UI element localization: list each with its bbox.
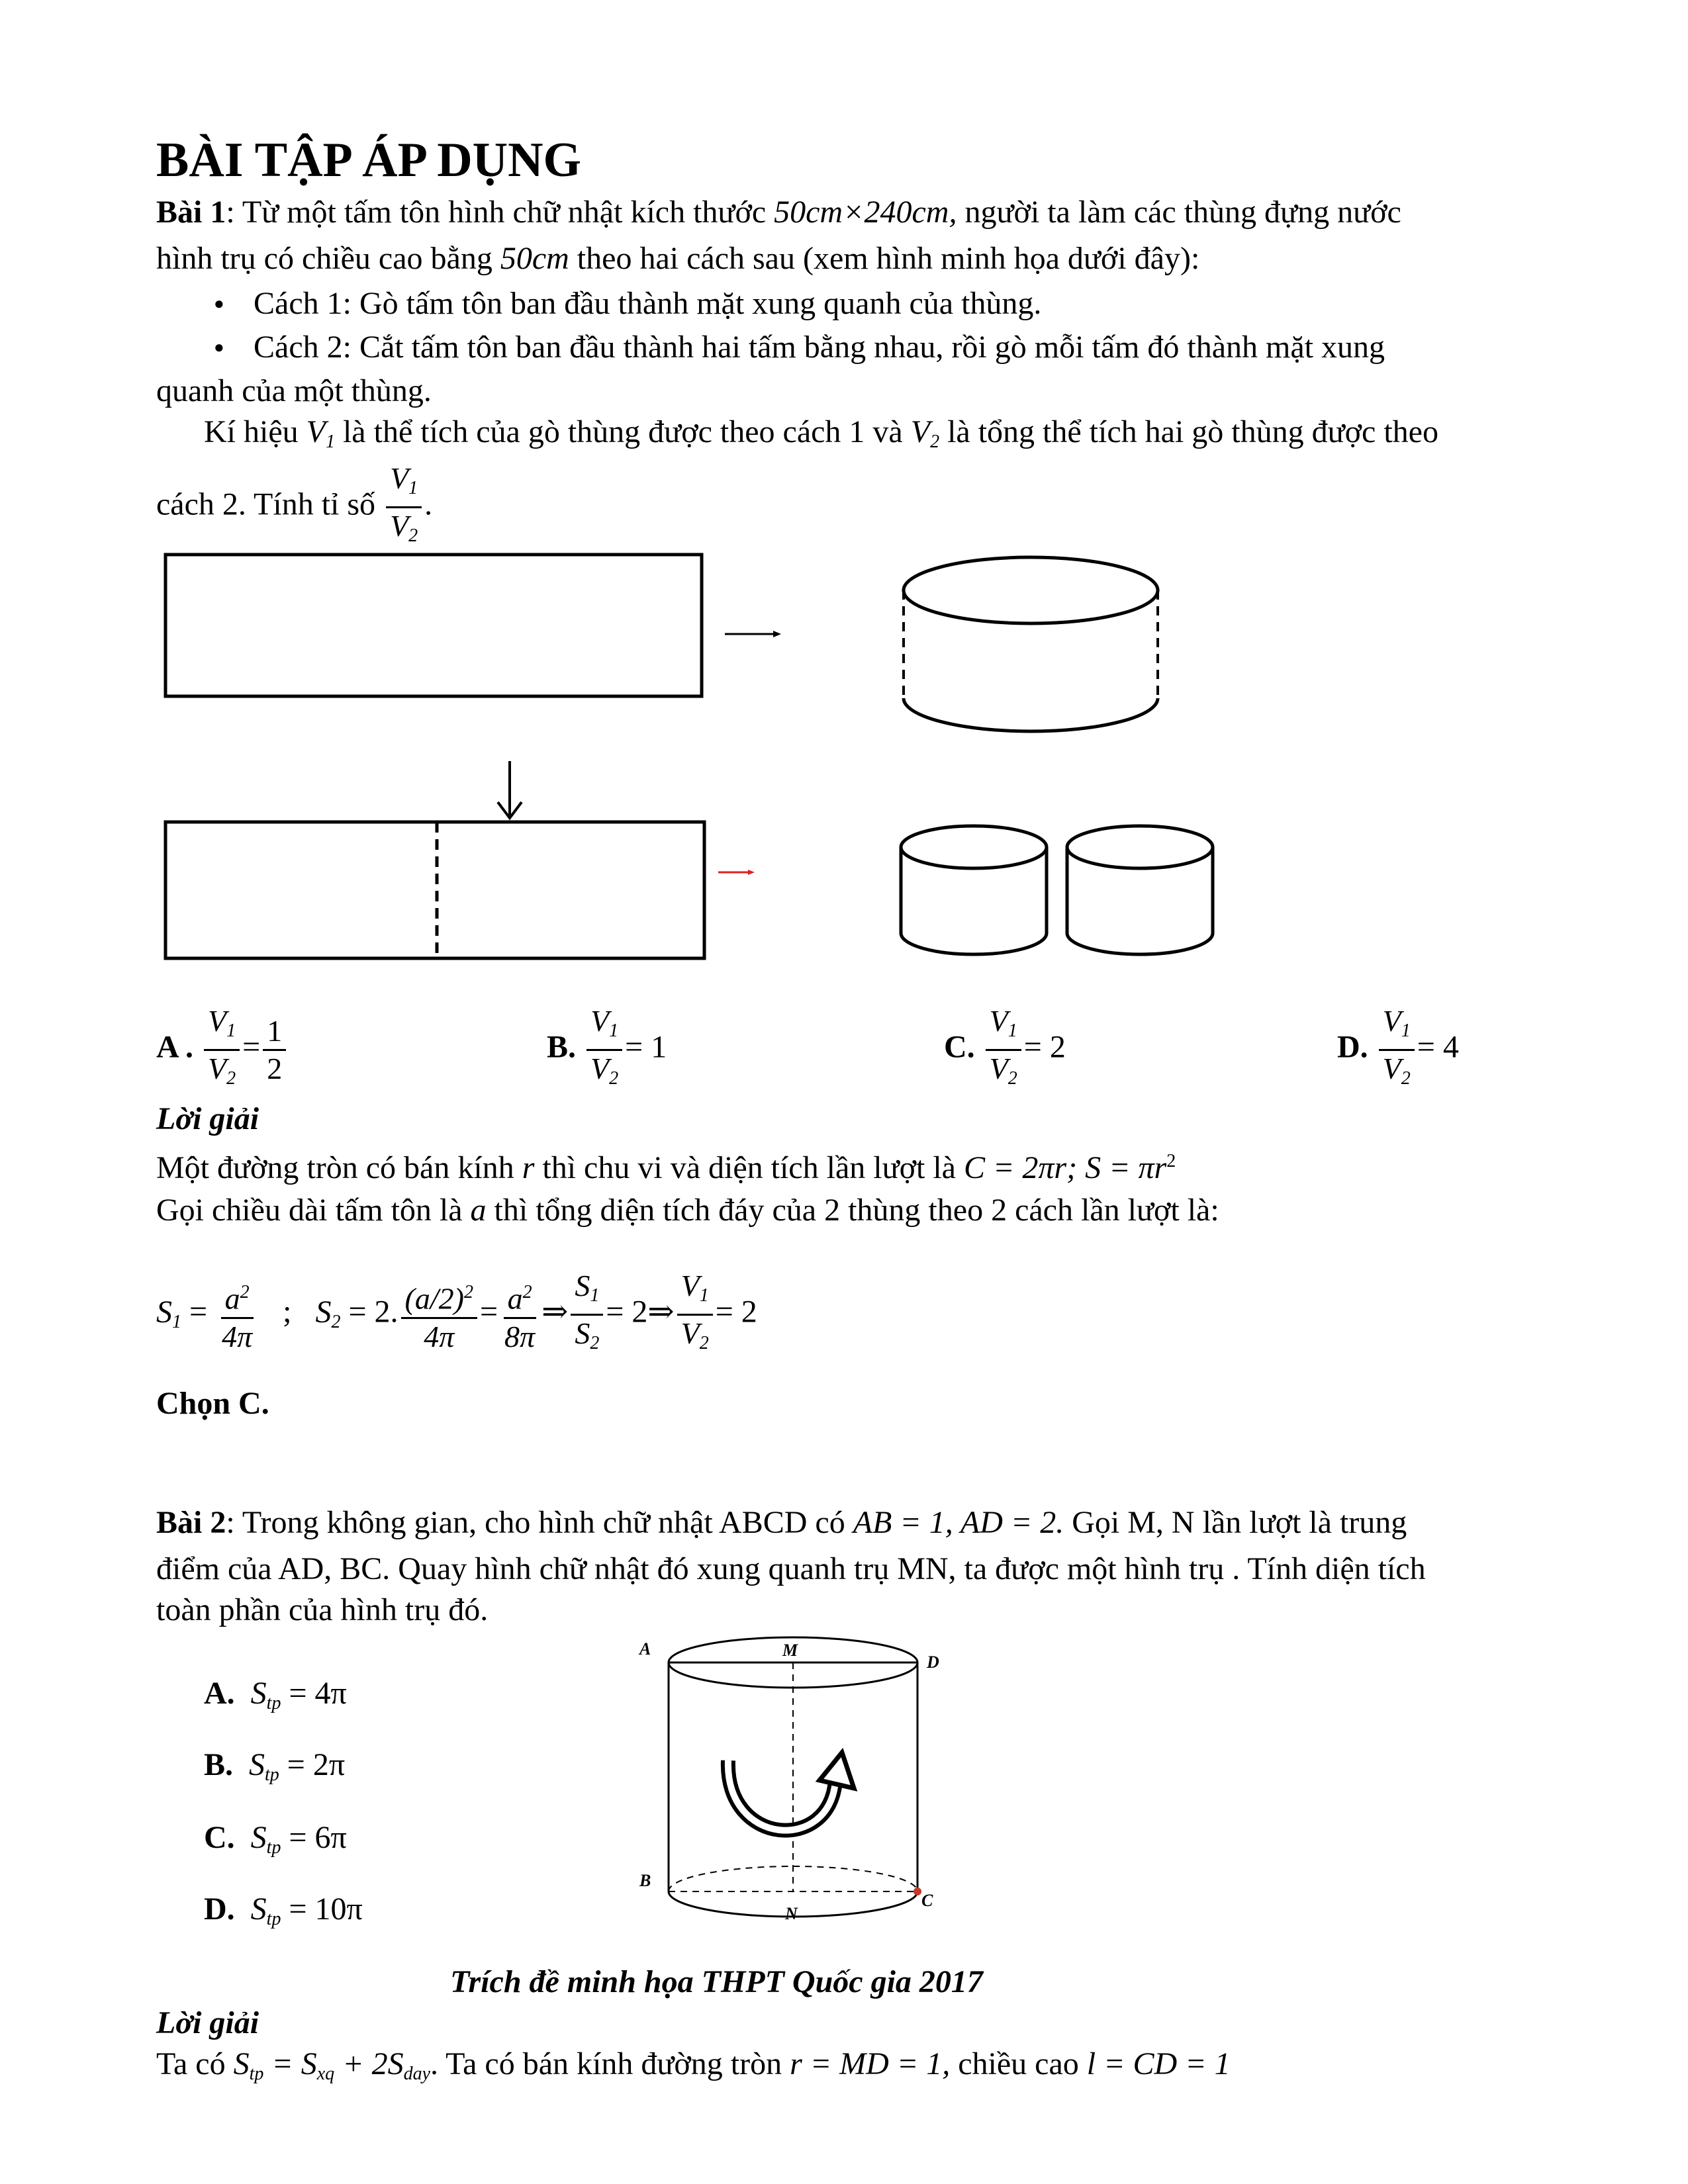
bai1-label: Bài 1: [156, 195, 226, 230]
bai1-question: cách 2. Tính tỉ số $\frac{V_1}{V_2}$ .: [156, 461, 433, 546]
rotation-arrow-icon: [728, 1752, 854, 1831]
bai2-source: Trích đề minh họa THPT Quốc gia 2017: [450, 1964, 983, 1999]
bai1-option-c: C. $\frac{V_1}{V_2}$ = 2: [944, 1004, 1066, 1089]
page-title: BÀI TẬP ÁP DỤNG: [156, 133, 582, 187]
bai1-formula: $S_1$ = $\frac{a^2}{4\pi}$ ; $S_2 = 2$. $\frac{(a/2)^2}{4\pi}$ = $\frac{a^2}{8\pi}$ ⇒ $\frac{S_1}{S_2}$ = 2⇒ $\frac{V_1}{V_2}$ = 2: [156, 1269, 757, 1353]
bai1-way2: ● Cách 2: Cắt tấm tôn ban đầu thành hai tấm bằng nhau, rồi gò mỗi tấm đó thành mặt xung: [254, 326, 1611, 369]
label-a: A: [639, 1639, 651, 1659]
sheet-size: 50cm×240cm,: [774, 195, 957, 230]
bai2-solution-label: Lời giải: [156, 2005, 259, 2040]
bai2-solution-line: Ta có $S_{tp} = S_{xq} + 2S_{day}$. Ta có bán kính đường tròn r = MD = 1, chiều cao l = CD = 1: [156, 2046, 1231, 2084]
bai1-way1: ● Cách 1: Gò tấm tôn ban đầu thành mặt xung quanh của thùng.: [254, 282, 1611, 326]
bai1-solution-line2: Gọi chiều dài tấm tôn là a thì tổng diện tích đáy của 2 thùng theo 2 cách lần lượt là:: [156, 1193, 1219, 1228]
label-c: C: [921, 1891, 933, 1910]
label-m: M: [782, 1641, 798, 1660]
bai2-line3: toàn phần của hình trụ đó.: [156, 1592, 489, 1627]
point-c-marker: [914, 1888, 921, 1895]
bai1-option-d: D. $\frac{V_1}{V_2}$ = 4: [1337, 1004, 1459, 1089]
bai2-line2: điểm của AD, BC. Quay hình chữ nhật đó xung quanh trụ MN, ta được một hình trụ . Tính diện tích: [156, 1551, 1426, 1586]
bai1-line1: Bài 1: Từ một tấm tôn hình chữ nhật kích thước 50cm×240cm, người ta làm các thùng đựng nước: [156, 195, 1401, 230]
bai2-option-a: A. $S_{tp} = 4\pi$: [204, 1676, 347, 1713]
label-n: N: [785, 1904, 798, 1923]
bai2-option-c: C. $S_{tp} = 6\pi$: [204, 1820, 347, 1858]
rotation-cylinder: [669, 1637, 917, 1917]
bai1-choose: Chọn C.: [156, 1386, 269, 1421]
bai2-line1: Bài 2: Trong không gian, cho hình chữ nhật ABCD có AB = 1, AD = 2. Gọi M, N lần lượt là trung: [156, 1505, 1407, 1540]
bai1-line2: hình trụ có chiều cao bằng 50cm theo hai cách sau (xem hình minh họa dưới đây):: [156, 241, 1200, 276]
bai2-label: Bài 2: [156, 1505, 226, 1540]
bai2-option-d: D. $S_{tp} = 10\pi$: [204, 1891, 363, 1929]
bai1-symbols: Kí hiệu $V_1$ là thể tích của gò thùng được theo cách 1 và $V_2$ là tổng thể tích hai gò thùng được theo: [204, 414, 1438, 452]
bai1-solution-line1: Một đường tròn có bán kính r thì chu vi và diện tích lần lượt là C = 2πr; $S = \pi r^2$: [156, 1150, 1176, 1185]
label-d: D: [927, 1653, 939, 1672]
bai1-option-a: A . $\frac{V_1}{V_2}$ = $\frac{1}{2}$: [156, 1006, 289, 1094]
label-b: B: [639, 1871, 651, 1890]
bai2-option-b: B. $S_{tp} = 2\pi$: [204, 1747, 346, 1785]
bai1-way2-cont: quanh của một thùng.: [156, 373, 432, 408]
bai1-solution-label: Lời giải: [156, 1101, 259, 1136]
bai1-option-b: B. $\frac{V_1}{V_2}$ = 1: [547, 1004, 667, 1089]
